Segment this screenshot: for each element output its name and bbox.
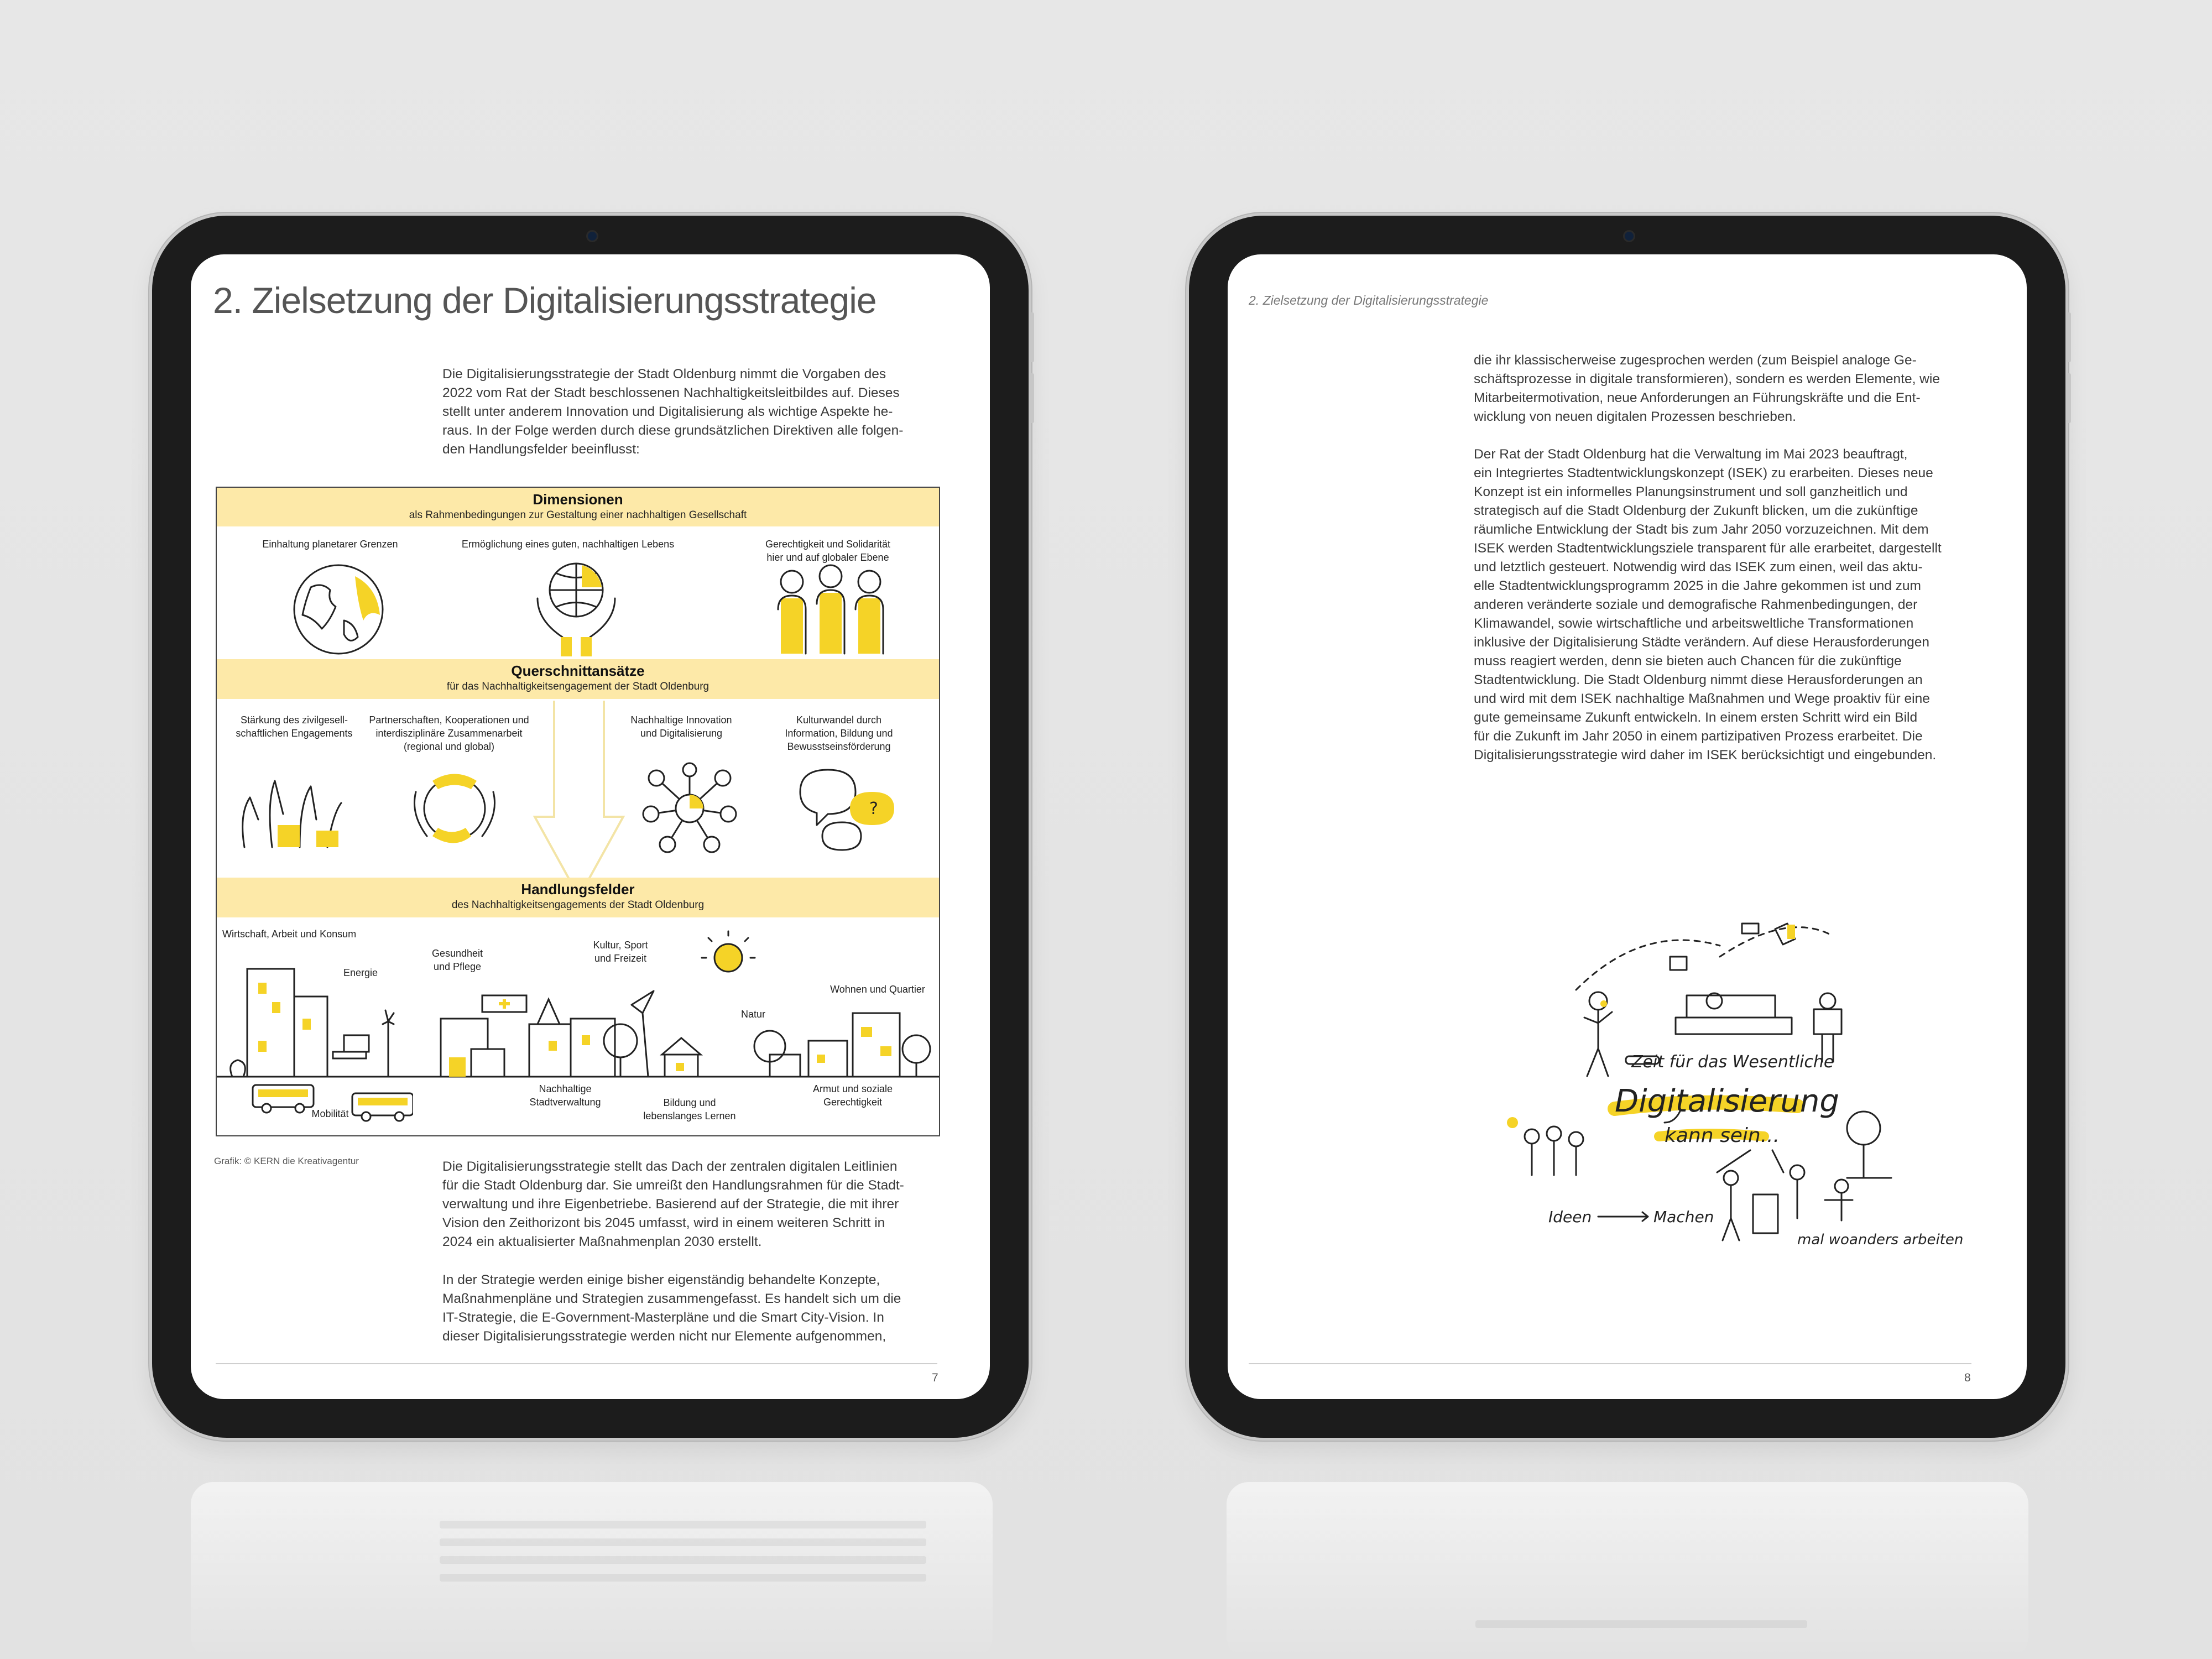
caption-armut: Armut und soziale Gerechtigkeit: [812, 1083, 893, 1108]
tablet-right: [1186, 213, 2068, 1441]
caption-bildung: Bildung und lebenslanges Lernen: [643, 1097, 736, 1121]
band-title: Handlungsfelder: [521, 881, 635, 898]
sketch-title: Digitalisierung: [1615, 1083, 1839, 1119]
band-handlungsfelder: [217, 878, 939, 917]
volume-button: [2067, 312, 2071, 362]
page-7[interactable]: [191, 254, 990, 1399]
sustainability-graphic: [216, 487, 940, 1136]
linked-hands-icon: [399, 759, 510, 858]
camera-icon: [1623, 230, 1635, 242]
footer-rule: [1249, 1363, 1971, 1364]
page-number: 8: [1964, 1371, 1971, 1384]
reflection-left: [191, 1482, 993, 1659]
buses-icon: [247, 1074, 413, 1129]
body-paragraph-1: Die Digitalisierungsstrategie stellt das Dach der zentralen digitalen Leitlinien für die Stadt Oldenburg dar. Sie umreißt den Handlungsrahmen für die Stadt- verwaltung und ihre Eigenbetriebe. Basierend auf der Strategie, die mit ihrer Vision den Zeithorizont bis 2045 umfasst, wird in einem weiteren Schritt in 2024 ein aktualisierter Maßnahmenplan 2030 erstellt.: [442, 1159, 904, 1249]
volume-button: [1030, 312, 1034, 362]
band-subtitle: des Nachhaltigkeitsengagements der Stadt Oldenburg: [451, 899, 705, 911]
caption-querschnitt: Nachhaltige Innovation und Digitalisierung: [630, 714, 732, 739]
sketch-label-machen: Machen: [1653, 1208, 1714, 1226]
band-title: Querschnittansätze: [511, 662, 645, 679]
caption-natur: Natur: [740, 1009, 765, 1020]
caption-querschnitt: Kulturwandel durch Information, Bildung und Bewusstseinsförderung: [785, 714, 893, 752]
page-8[interactable]: [1228, 254, 2027, 1399]
tablet-left: [149, 213, 1031, 1441]
speech-bubbles-icon: [789, 759, 900, 858]
sketch-label-ideen: Ideen: [1548, 1208, 1592, 1226]
graphic-credit: Grafik: © KERN die Kreativagentur: [214, 1156, 359, 1166]
body-paragraph-2: Der Rat der Stadt Oldenburg hat die Verwaltung im Mai 2023 beauftragt, ein Integriertes Stadtentwicklungskonzept (ISEK) zu erarbeiten. Dieses neue Konzept ist ein informelles Planungsinstrument und soll ganzheitlich und strategisch auf die Stadt Oldenburg der Zukunft blicken, um die zukünftige räumliche Entwicklung der Stadt bis zum Jahr 2050 vorzuzeichnen. Mit dem ISEK werden Stadtentwicklungsziele transparent für alle erarbeitet, dargestellt und letztlich gesteuert. Notwendig wird das ISEK zum einen, weil das aktu- elle Stadtentwicklungsprogramm 2025 in die Jahre gekommen ist und zum anderen veränderte soziale und demografische Rahmenbedingungen, der Klimawandel, sowie wirtschaftliche und arbeitsweltliche Transformationen inklusive der Digitalisierung Städte verändern. Auf diese Herausforderungen muss reagiert werden, denn sie bieten auch Chancen für die zukünftige Stadtentwicklung. Die Stadt Oldenburg nimmt diese Herausforderungen an und wird mit dem ISEK nachhaltige Maßnahmen und Wege proaktiv für eine gute gemeinsame Zukunft entwickeln. In einem ersten Schritt wird ein Bild für die Zukunft im Jahr 2050 in einem partizipativen Prozess erarbeitet. Die Digitalisierungsstrategie wird daher im ISEK berücksichtigt und eingebunden.: [1474, 447, 1942, 763]
caption-querschnitt: Stärkung des zivilgesell- schaftlichen Engagements: [236, 714, 353, 739]
caption-dimension: Einhaltung planetarer Grenzen: [262, 539, 398, 550]
caption-kultur: Kultur, Sport und Freizeit: [593, 940, 648, 964]
band-querschnitt: [217, 659, 939, 699]
sketch-caption-top: Zeit für das Wesentliche: [1631, 1052, 1834, 1072]
digitalization-sketch: [1465, 890, 1974, 1255]
globe-icon: [283, 560, 394, 659]
sketch-label-woanders: mal woanders arbeiten: [1797, 1232, 1964, 1248]
page-number: 7: [932, 1371, 938, 1384]
svg-text:?: ?: [869, 799, 878, 818]
band-dimensionen: [217, 488, 939, 526]
caption-dimension: Ermöglichung eines guten, nachhaltigen Lebens: [461, 539, 675, 550]
body-paragraph-1: die ihr klassischerweise zugesprochen werden (zum Beispiel analoge Ge- schäftsprozesse in digitale transformieren), sondern es werden Elemente, wie Mitarbeitermotivation, neue Anforderungen an Führungskräfte und die Ent- wicklung von neuen digitalen Prozessen beschrieben.: [1474, 353, 1940, 424]
band-subtitle: als Rahmenbedingungen zur Gestaltung einer nachhaltigen Gesellschaft: [409, 509, 747, 521]
footer-rule: [216, 1363, 937, 1364]
volume-button: [2067, 373, 2071, 423]
caption-querschnitt: Partnerschaften, Kooperationen und interdisziplinäre Zusammenarbeit (regional und global): [369, 714, 529, 752]
network-icon: [634, 759, 745, 858]
city-skyline-illustration: [217, 930, 939, 1085]
caption-wohnen: Wohnen und Quartier: [830, 984, 925, 995]
caption-energie: Energie: [343, 967, 378, 978]
volume-button: [1030, 373, 1034, 423]
caption-wirtschaft: Wirtschaft, Arbeit und Konsum: [222, 928, 357, 940]
caption-dimension: Gerechtigkeit und Solidarität hier und auf globaler Ebene: [765, 539, 891, 563]
caption-gesundheit: Gesundheit und Pflege: [431, 948, 483, 972]
hands-globe-icon: [526, 554, 626, 659]
camera-icon: [586, 230, 598, 242]
body-paragraph-2: In der Strategie werden einige bisher eigenständig behandelte Konzepte, Maßnahmenpläne und Strategien zusammengefasst. Es handelt sich um die IT-Strategie, die E-Government-Masterpläne und die Smart City-Vision. In dieser Digitalisierungsstrategie werden nicht nur Elemente aufgenommen,: [442, 1272, 901, 1344]
intro-paragraph: Die Digitalisierungsstrategie der Stadt Oldenburg nimmt die Vorgaben des 2022 vom Rat der Stadt beschlossenen Nachhaltigkeitsleitbildes auf. Dieses stellt unter anderem Innovation und Digitalisierung als wichtige Aspekte he- raus. In der Folge werden durch diese grundsätzlichen Direktiven alle folgen- den Handlungsfelder beeinflusst:: [442, 367, 904, 457]
reflection-right: [1227, 1482, 2028, 1659]
raised-hands-icon: [233, 764, 349, 853]
caption-mobilitaet: Mobilität: [311, 1108, 349, 1119]
arrow-down-icon: [532, 701, 626, 900]
band-title: Dimensionen: [533, 491, 623, 508]
sketch-subtitle: kann sein...: [1665, 1124, 1780, 1147]
page-title: 2. Zielsetzung der Digitalisierungsstrategie: [213, 280, 877, 321]
running-head: 2. Zielsetzung der Digitalisierungsstrategie: [1249, 293, 1489, 307]
caption-stadtverwaltung: Nachhaltige Stadtverwaltung: [529, 1083, 601, 1108]
people-group-icon: [770, 560, 891, 659]
band-subtitle: für das Nachhaltigkeitsengagement der Stadt Oldenburg: [446, 681, 709, 692]
